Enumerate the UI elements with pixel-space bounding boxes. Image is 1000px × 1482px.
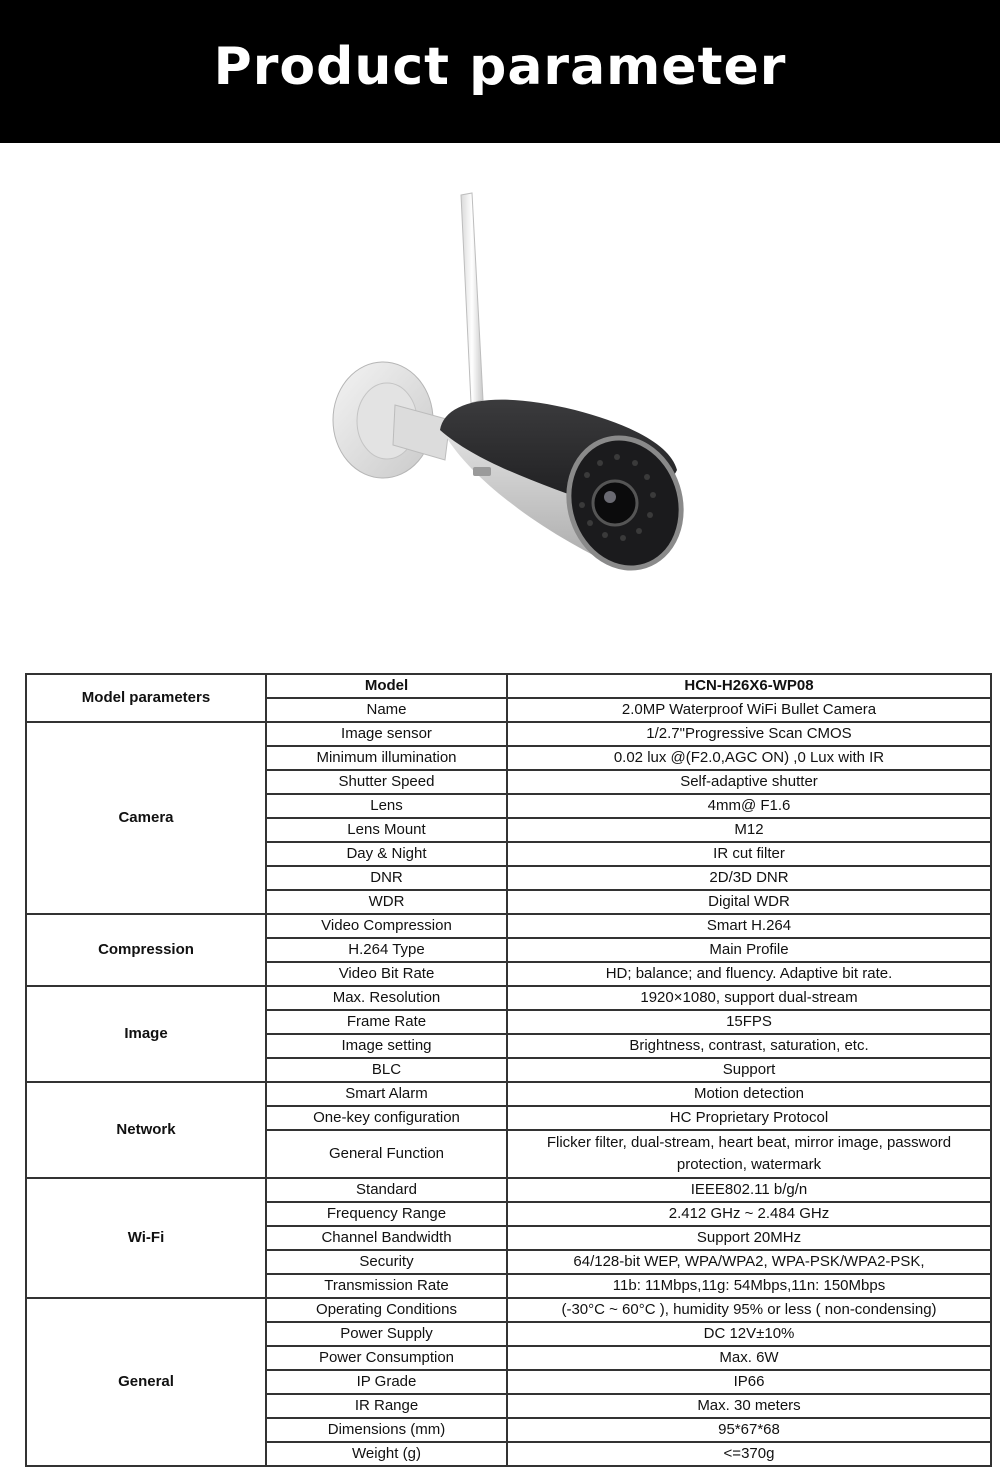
param-cell: Frequency Range xyxy=(266,1202,507,1226)
value-cell: Support xyxy=(507,1058,991,1082)
value-cell: HCN-H26X6-WP08 xyxy=(507,674,991,698)
category-cell: Camera xyxy=(26,722,266,914)
table-row xyxy=(26,674,991,698)
param-cell: Day & Night xyxy=(266,842,507,866)
param-cell: Name xyxy=(266,698,507,722)
category-cell: General xyxy=(26,1298,266,1466)
category-cell: Image xyxy=(26,986,266,1082)
param-cell: Minimum illumination xyxy=(266,746,507,770)
value-cell: Digital WDR xyxy=(507,890,991,914)
param-cell: Operating Conditions xyxy=(266,1298,507,1322)
category-cell: Network xyxy=(26,1082,266,1178)
param-cell: WDR xyxy=(266,890,507,914)
value-cell: Support 20MHz xyxy=(507,1226,991,1250)
param-cell: IP Grade xyxy=(266,1370,507,1394)
param-cell: Image sensor xyxy=(266,722,507,746)
value-cell: Max. 30 meters xyxy=(507,1394,991,1418)
value-cell: IP66 xyxy=(507,1370,991,1394)
value-cell: <=370g xyxy=(507,1442,991,1466)
value-cell: 2.412 GHz ~ 2.484 GHz xyxy=(507,1202,991,1226)
value-cell: IEEE802.11 b/g/n xyxy=(507,1178,991,1202)
value-cell: (-30°C ~ 60°C ), humidity 95% or less ( non-condensing) xyxy=(507,1298,991,1322)
param-cell: Power Consumption xyxy=(266,1346,507,1370)
param-cell: Security xyxy=(266,1250,507,1274)
value-cell: 15FPS xyxy=(507,1010,991,1034)
value-cell: Flicker filter, dual-stream, heart beat, mirror image, password protection, watermark xyxy=(507,1130,991,1178)
category-cell: Wi-Fi xyxy=(26,1178,266,1298)
value-cell: 2D/3D DNR xyxy=(507,866,991,890)
value-cell: Smart H.264 xyxy=(507,914,991,938)
spec-table xyxy=(25,673,992,1467)
value-cell: HC Proprietary Protocol xyxy=(507,1106,991,1130)
value-cell: Max. 6W xyxy=(507,1346,991,1370)
value-cell: Main Profile xyxy=(507,938,991,962)
param-cell: Weight (g) xyxy=(266,1442,507,1466)
table-row xyxy=(26,914,991,938)
param-cell: Channel Bandwidth xyxy=(266,1226,507,1250)
value-cell: 1920×1080, support dual-stream xyxy=(507,986,991,1010)
table-row xyxy=(26,1178,991,1202)
value-cell: 11b: 11Mbps,11g: 54Mbps,11n: 150Mbps xyxy=(507,1274,991,1298)
param-cell: Power Supply xyxy=(266,1322,507,1346)
value-cell: M12 xyxy=(507,818,991,842)
param-cell: Standard xyxy=(266,1178,507,1202)
table-row xyxy=(26,722,991,746)
value-cell: HD; balance; and fluency. Adaptive bit rate. xyxy=(507,962,991,986)
param-cell: Transmission Rate xyxy=(266,1274,507,1298)
param-cell: DNR xyxy=(266,866,507,890)
param-cell: One-key configuration xyxy=(266,1106,507,1130)
category-cell: Model parameters xyxy=(26,674,266,722)
value-cell: 95*67*68 xyxy=(507,1418,991,1442)
value-cell: 64/128-bit WEP, WPA/WPA2, WPA-PSK/WPA2-PSK, xyxy=(507,1250,991,1274)
table-row xyxy=(26,986,991,1010)
param-cell: BLC xyxy=(266,1058,507,1082)
value-cell: 1/2.7"Progressive Scan CMOS xyxy=(507,722,991,746)
param-cell: Model xyxy=(266,674,507,698)
wifi-bullet-camera-photo xyxy=(325,185,695,595)
param-cell: Shutter Speed xyxy=(266,770,507,794)
param-cell: Image setting xyxy=(266,1034,507,1058)
table-row xyxy=(26,1298,991,1322)
table-row xyxy=(26,1082,991,1106)
value-cell: Motion detection xyxy=(507,1082,991,1106)
param-cell: Max. Resolution xyxy=(266,986,507,1010)
param-cell: Lens xyxy=(266,794,507,818)
value-cell: IR cut filter xyxy=(507,842,991,866)
param-cell: Smart Alarm xyxy=(266,1082,507,1106)
param-cell: Dimensions (mm) xyxy=(266,1418,507,1442)
page-title: Product parameter xyxy=(213,36,787,97)
param-cell: Lens Mount xyxy=(266,818,507,842)
value-cell: 0.02 lux @(F2.0,AGC ON) ,0 Lux with IR xyxy=(507,746,991,770)
category-cell: Compression xyxy=(26,914,266,986)
header-banner xyxy=(0,0,1000,143)
param-cell: General Function xyxy=(266,1130,507,1178)
value-cell: DC 12V±10% xyxy=(507,1322,991,1346)
param-cell: Frame Rate xyxy=(266,1010,507,1034)
value-cell: 4mm@ F1.6 xyxy=(507,794,991,818)
param-cell: IR Range xyxy=(266,1394,507,1418)
param-cell: H.264 Type xyxy=(266,938,507,962)
param-cell: Video Compression xyxy=(266,914,507,938)
value-cell: Brightness, contrast, saturation, etc. xyxy=(507,1034,991,1058)
value-cell: Self-adaptive shutter xyxy=(507,770,991,794)
value-cell: 2.0MP Waterproof WiFi Bullet Camera xyxy=(507,698,991,722)
param-cell: Video Bit Rate xyxy=(266,962,507,986)
